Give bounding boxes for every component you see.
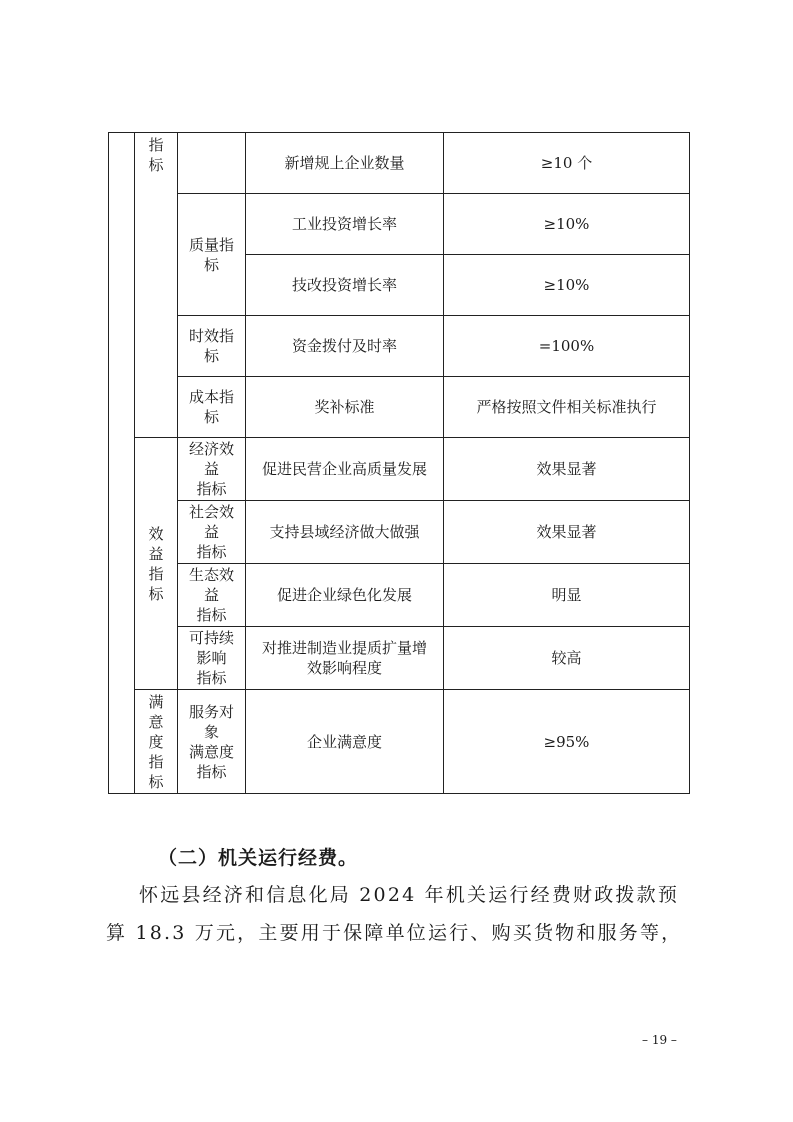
table-row — [109, 194, 690, 255]
indicator-name-cell: 促进企业绿色化发展 — [246, 564, 444, 627]
table-row — [109, 438, 690, 501]
level3-cell: 服务对 象 满意度 指标 — [178, 690, 246, 794]
table-row — [109, 564, 690, 627]
indicator-name-cell: 支持县域经济做大做强 — [246, 501, 444, 564]
indicator-value-cell: 效果显著 — [444, 501, 690, 564]
indicator-value-cell: ≥10 个 — [444, 133, 690, 194]
indicator-value-cell: 效果显著 — [444, 438, 690, 501]
level3-cell: 经济效 益 指标 — [178, 438, 246, 501]
indicator-name-cell: 对推进制造业提质扩量增 效影响程度 — [246, 627, 444, 690]
table-row — [109, 690, 690, 794]
page-number: – 19 – — [642, 1033, 677, 1047]
indicator-value-cell: =100% — [444, 316, 690, 377]
level3-cell: 可持续 影响 指标 — [178, 627, 246, 690]
table-row — [109, 133, 690, 194]
indicator-value-cell: 较高 — [444, 627, 690, 690]
level2-cell: 指 标 — [135, 133, 178, 438]
indicator-name-cell: 奖补标准 — [246, 377, 444, 438]
level1-cell — [109, 133, 135, 794]
indicator-value-cell: 严格按照文件相关标准执行 — [444, 377, 690, 438]
table-row — [109, 377, 690, 438]
indicator-value-cell: ≥10% — [444, 255, 690, 316]
indicator-name-cell: 技改投资增长率 — [246, 255, 444, 316]
level3-cell: 质量指 标 — [178, 194, 246, 316]
indicator-name-cell: 促进民营企业高质量发展 — [246, 438, 444, 501]
level3-cell: 成本指 标 — [178, 377, 246, 438]
performance-indicator-table — [108, 132, 690, 794]
indicator-value-cell: 明显 — [444, 564, 690, 627]
paragraph-line: 算 18.3 万元，主要用于保障单位运行、购买货物和服务等， — [106, 922, 683, 944]
indicator-name-cell: 工业投资增长率 — [246, 194, 444, 255]
level2-cell: 效 益 指 标 — [135, 438, 178, 690]
table-row — [109, 501, 690, 564]
paragraph-line: 怀远县经济和信息化局 2024 年机关运行经费财政拨款预 — [139, 884, 680, 906]
indicator-value-cell: ≥95% — [444, 690, 690, 794]
level3-cell: 时效指 标 — [178, 316, 246, 377]
level3-cell — [178, 133, 246, 194]
indicator-value-cell: ≥10% — [444, 194, 690, 255]
indicator-name-cell: 企业满意度 — [246, 690, 444, 794]
table-row — [109, 627, 690, 690]
level2-cell: 满 意 度 指 标 — [135, 690, 178, 794]
level3-cell: 社会效 益 指标 — [178, 501, 246, 564]
level3-cell: 生态效 益 指标 — [178, 564, 246, 627]
indicator-name-cell: 新增规上企业数量 — [246, 133, 444, 194]
indicator-name-cell: 资金拨付及时率 — [246, 316, 444, 377]
section-heading: （二）机关运行经费。 — [158, 847, 359, 869]
table-row — [109, 316, 690, 377]
